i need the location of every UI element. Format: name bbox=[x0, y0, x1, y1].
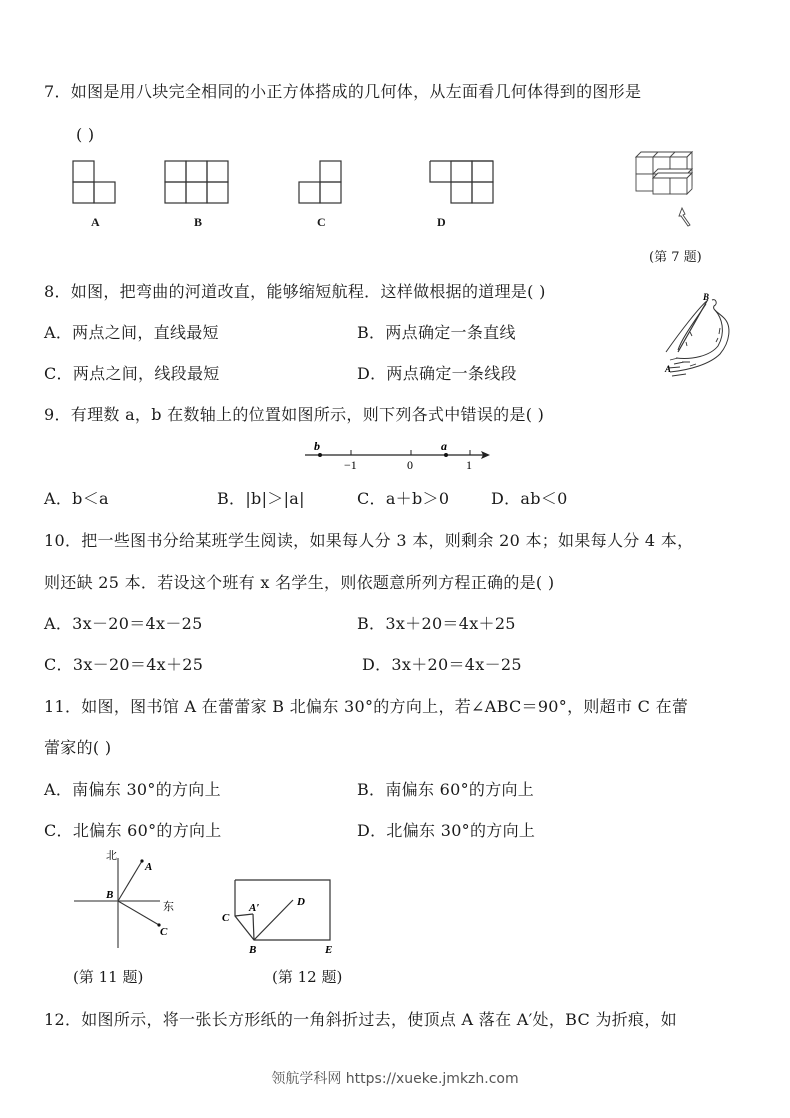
q7-stem: 7．如图是用八块完全相同的小正方体搭成的几何体，从左面看几何体得到的图形是 bbox=[44, 82, 642, 101]
q9-stem: 9．有理数 a，b 在数轴上的位置如图所示，则下列各式中错误的是( ) bbox=[44, 405, 545, 424]
q10-option-a: A．3x－20＝4x－25 bbox=[44, 614, 203, 633]
q11-label-east: 东 bbox=[163, 901, 174, 913]
q12-fold-figure bbox=[215, 875, 340, 955]
view-arrow-icon bbox=[679, 208, 690, 226]
q7-option-c-shape bbox=[299, 161, 341, 203]
q11-label-b: B bbox=[106, 889, 114, 901]
q10-stem-line2: 则还缺 25 本．若设这个班有 x 名学生，则依题意所列方程正确的是( ) bbox=[44, 573, 555, 592]
q8-label-a: A bbox=[665, 364, 672, 374]
q7-option-b-label: B bbox=[194, 215, 203, 229]
tick-neg1: −1 bbox=[344, 458, 357, 472]
q12-label-d: D bbox=[297, 896, 305, 908]
q7-option-a-label: A bbox=[91, 215, 100, 229]
q11-direction-figure bbox=[70, 848, 190, 956]
q11-option-b: B．南偏东 60°的方向上 bbox=[357, 780, 535, 799]
q8-option-c: C．两点之间，线段最短 bbox=[44, 364, 220, 383]
q8-option-d: D．两点确定一条线段 bbox=[357, 364, 517, 383]
q7-options-figure bbox=[60, 150, 500, 210]
q9-number-line bbox=[300, 438, 495, 472]
point-a bbox=[444, 453, 448, 457]
q8-label-b: B bbox=[703, 292, 710, 302]
q8-option-a: A．两点之间，直线最短 bbox=[44, 323, 219, 342]
q12-stem: 12．如图所示，将一张长方形纸的一角斜折过去，使顶点 A 落在 A′处，BC 为折痕，如 bbox=[44, 1010, 677, 1029]
q11-stem-line2: 蕾家的( ) bbox=[44, 738, 112, 757]
q9-option-d: D．ab＜0 bbox=[491, 489, 568, 508]
q8-stem: 8．如图，把弯曲的河道改直，能够缩短航程．这样做根据的道理是( ) bbox=[44, 282, 546, 301]
q11-label-a: A bbox=[145, 861, 153, 873]
label-a: a bbox=[441, 439, 447, 453]
q10-stem-line1: 10．把一些图书分给某班学生阅读，如果每人分 3 本，则剩余 20 本；如果每人分 4 本， bbox=[44, 531, 694, 550]
q11-stem-line1: 11．如图，图书馆 A 在蕾蕾家 B 北偏东 30°的方向上，若∠ABC＝90°，则超市 C 在蕾 bbox=[44, 697, 689, 716]
q12-label-e: E bbox=[325, 944, 333, 955]
footer-watermark: 领航学科网 https://xueke.jmkzh.com bbox=[271, 1071, 519, 1087]
q8-option-b: B．两点确定一条直线 bbox=[357, 323, 516, 342]
q7-option-c-label: C bbox=[317, 215, 326, 229]
q8-river-figure bbox=[660, 292, 750, 387]
q7-answer-blank: ( ) bbox=[76, 125, 95, 144]
q12-caption: (第 12 题) bbox=[272, 968, 343, 986]
q7-option-b-shape bbox=[165, 161, 228, 203]
point-b bbox=[318, 453, 322, 457]
q10-option-d: D．3x＋20＝4x－25 bbox=[362, 655, 522, 674]
q7-option-a-shape bbox=[73, 161, 115, 203]
q11-option-a: A．南偏东 30°的方向上 bbox=[44, 780, 221, 799]
q10-option-b: B．3x＋20＝4x＋25 bbox=[357, 614, 516, 633]
q12-label-a-prime: A′ bbox=[249, 902, 260, 914]
q7-option-d-label: D bbox=[437, 215, 446, 229]
tick-1: 1 bbox=[466, 458, 472, 472]
q7-caption: (第 7 题) bbox=[649, 250, 702, 265]
q11-caption: (第 11 题) bbox=[73, 968, 144, 986]
q9-option-b: B．|b|＞|a| bbox=[217, 489, 305, 508]
q7-cube-figure bbox=[630, 148, 710, 233]
tick-0: 0 bbox=[407, 458, 413, 472]
q11-label-c: C bbox=[160, 926, 168, 938]
q9-option-a: A．b＜a bbox=[44, 489, 109, 508]
q11-option-c: C．北偏东 60°的方向上 bbox=[44, 821, 222, 840]
q12-label-b: B bbox=[249, 944, 257, 955]
q10-option-c: C．3x－20＝4x＋25 bbox=[44, 655, 204, 674]
q11-option-d: D．北偏东 30°的方向上 bbox=[357, 821, 536, 840]
q12-label-c: C bbox=[222, 912, 230, 924]
q11-label-north: 北 bbox=[106, 850, 117, 862]
label-b: b bbox=[314, 439, 320, 453]
q9-option-c: C．a＋b＞0 bbox=[357, 489, 450, 508]
q7-option-d-shape bbox=[430, 161, 493, 203]
